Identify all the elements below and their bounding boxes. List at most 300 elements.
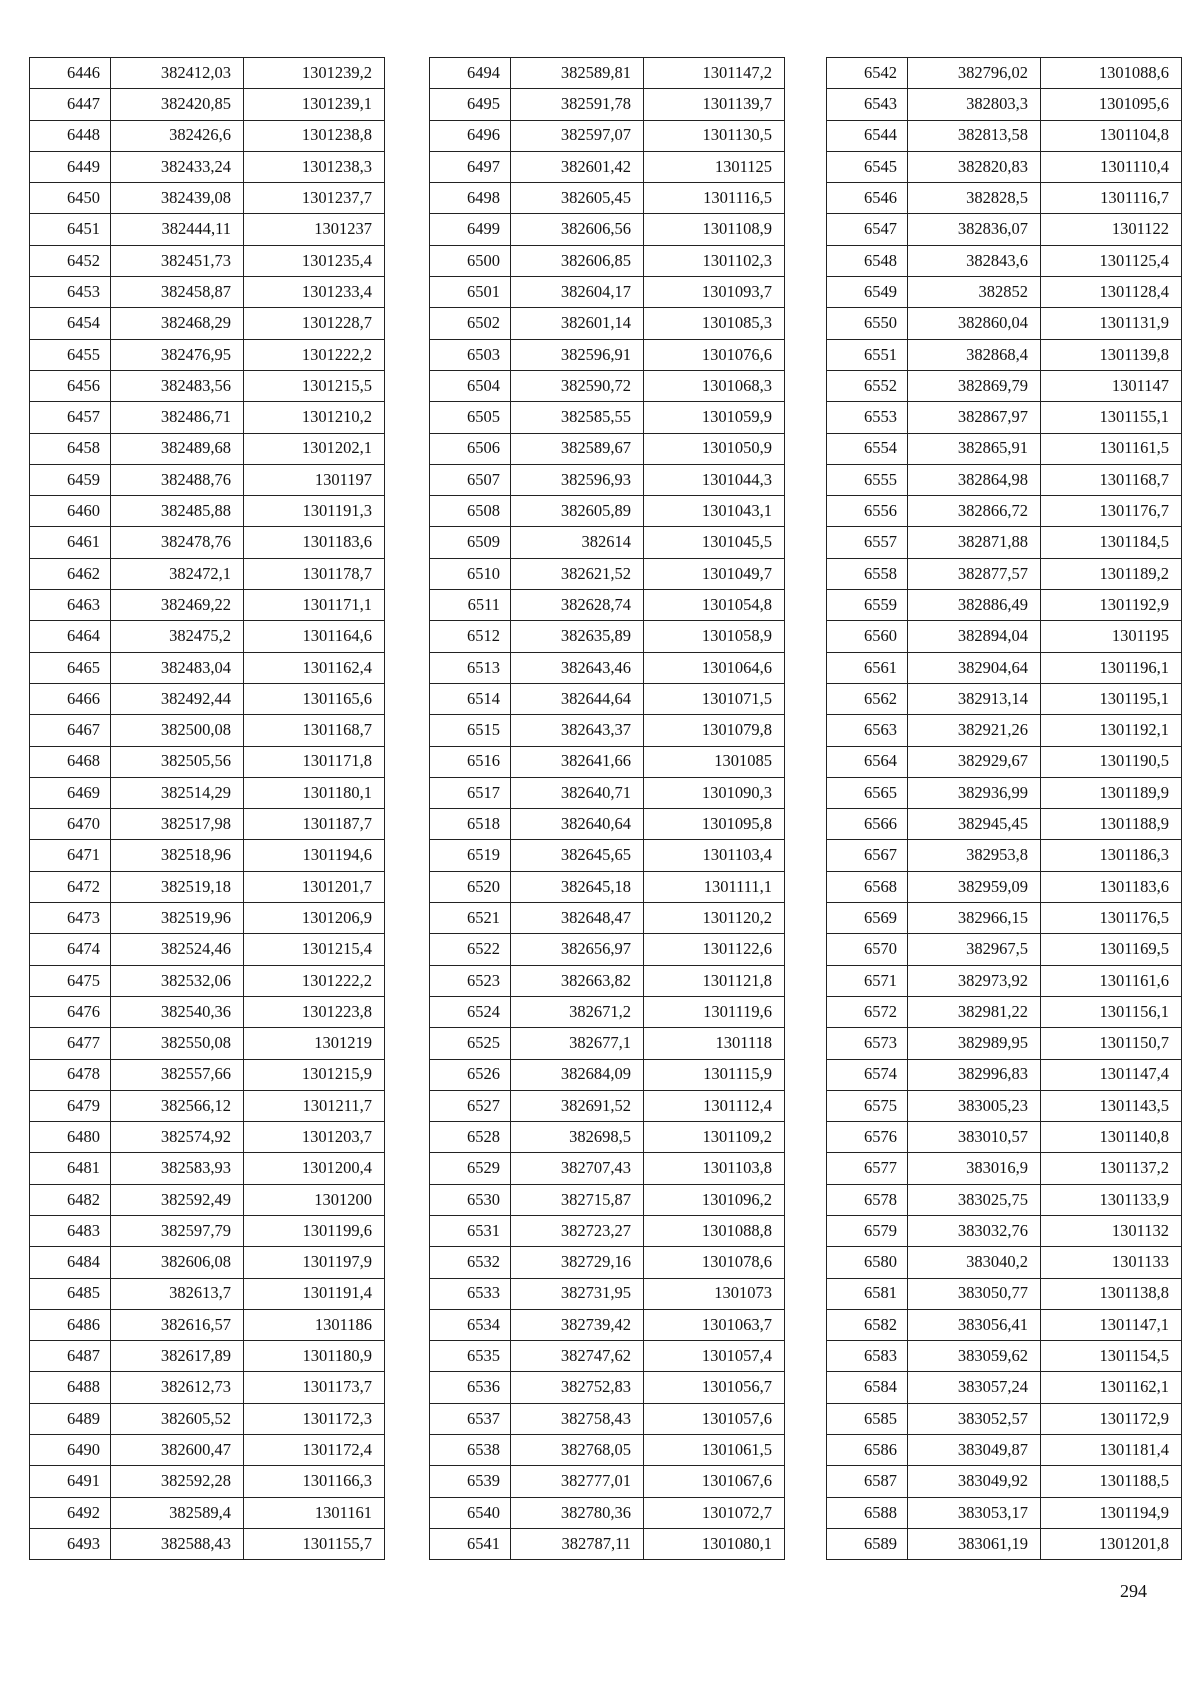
x-coordinate-cell: 382996,83 xyxy=(908,1059,1041,1090)
y-coordinate-cell: 1301183,6 xyxy=(244,527,385,558)
table-row xyxy=(30,746,385,777)
point-number-cell: 6534 xyxy=(430,1309,511,1340)
y-coordinate-cell: 1301197 xyxy=(244,464,385,495)
x-coordinate-cell: 382597,07 xyxy=(511,120,644,151)
y-coordinate-cell: 1301079,8 xyxy=(644,715,785,746)
point-number-cell: 6557 xyxy=(827,527,908,558)
table-row xyxy=(430,1278,785,1309)
y-coordinate-cell: 1301201,8 xyxy=(1041,1528,1182,1559)
y-coordinate-cell: 1301073 xyxy=(644,1278,785,1309)
y-coordinate-cell: 1301195,1 xyxy=(1041,683,1182,714)
x-coordinate-cell: 383049,87 xyxy=(908,1435,1041,1466)
table-row xyxy=(827,151,1182,182)
point-number-cell: 6523 xyxy=(430,965,511,996)
point-number-cell: 6466 xyxy=(30,683,111,714)
table-row xyxy=(30,871,385,902)
table-row xyxy=(30,1309,385,1340)
x-coordinate-cell: 382843,6 xyxy=(908,245,1041,276)
x-coordinate-cell: 382656,97 xyxy=(511,934,644,965)
y-coordinate-cell: 1301068,3 xyxy=(644,370,785,401)
point-number-cell: 6538 xyxy=(430,1435,511,1466)
y-coordinate-cell: 1301210,2 xyxy=(244,402,385,433)
table-row xyxy=(430,746,785,777)
coordinates-table-3 xyxy=(826,57,1182,1560)
y-coordinate-cell: 1301119,6 xyxy=(644,996,785,1027)
y-coordinate-cell: 1301143,5 xyxy=(1041,1090,1182,1121)
x-coordinate-cell: 382643,46 xyxy=(511,652,644,683)
point-number-cell: 6457 xyxy=(30,402,111,433)
x-coordinate-cell: 382505,56 xyxy=(111,746,244,777)
x-coordinate-cell: 382605,45 xyxy=(511,183,644,214)
x-coordinate-cell: 382589,67 xyxy=(511,433,644,464)
x-coordinate-cell: 383040,2 xyxy=(908,1247,1041,1278)
y-coordinate-cell: 1301194,6 xyxy=(244,840,385,871)
table-row xyxy=(430,683,785,714)
y-coordinate-cell: 1301191,3 xyxy=(244,496,385,527)
table-row xyxy=(30,1497,385,1528)
x-coordinate-cell: 382921,26 xyxy=(908,715,1041,746)
table-row xyxy=(30,903,385,934)
point-number-cell: 6513 xyxy=(430,652,511,683)
x-coordinate-cell: 382936,99 xyxy=(908,777,1041,808)
table-row xyxy=(30,527,385,558)
point-number-cell: 6569 xyxy=(827,903,908,934)
y-coordinate-cell: 1301109,2 xyxy=(644,1122,785,1153)
x-coordinate-cell: 383050,77 xyxy=(908,1278,1041,1309)
point-number-cell: 6553 xyxy=(827,402,908,433)
point-number-cell: 6516 xyxy=(430,746,511,777)
point-number-cell: 6481 xyxy=(30,1153,111,1184)
x-coordinate-cell: 382614 xyxy=(511,527,644,558)
x-coordinate-cell: 382852 xyxy=(908,277,1041,308)
table-row xyxy=(430,1028,785,1059)
table-row xyxy=(827,965,1182,996)
point-number-cell: 6547 xyxy=(827,214,908,245)
x-coordinate-cell: 382589,4 xyxy=(111,1497,244,1528)
y-coordinate-cell: 1301192,9 xyxy=(1041,590,1182,621)
y-coordinate-cell: 1301116,5 xyxy=(644,183,785,214)
table-row xyxy=(827,1028,1182,1059)
point-number-cell: 6484 xyxy=(30,1247,111,1278)
point-number-cell: 6472 xyxy=(30,871,111,902)
point-number-cell: 6504 xyxy=(430,370,511,401)
table-row xyxy=(430,871,785,902)
y-coordinate-cell: 1301211,7 xyxy=(244,1090,385,1121)
y-coordinate-cell: 1301093,7 xyxy=(644,277,785,308)
table-row xyxy=(827,402,1182,433)
y-coordinate-cell: 1301171,8 xyxy=(244,746,385,777)
y-coordinate-cell: 1301049,7 xyxy=(644,558,785,589)
y-coordinate-cell: 1301200 xyxy=(244,1184,385,1215)
table-row xyxy=(30,621,385,652)
point-number-cell: 6462 xyxy=(30,558,111,589)
point-number-cell: 6501 xyxy=(430,277,511,308)
y-coordinate-cell: 1301116,7 xyxy=(1041,183,1182,214)
x-coordinate-cell: 382596,91 xyxy=(511,339,644,370)
table-row xyxy=(430,590,785,621)
table-row xyxy=(827,1153,1182,1184)
y-coordinate-cell: 1301156,1 xyxy=(1041,996,1182,1027)
table-row xyxy=(430,903,785,934)
x-coordinate-cell: 382747,62 xyxy=(511,1341,644,1372)
x-coordinate-cell: 382787,11 xyxy=(511,1528,644,1559)
y-coordinate-cell: 1301161 xyxy=(244,1497,385,1528)
x-coordinate-cell: 382758,43 xyxy=(511,1403,644,1434)
table-row xyxy=(30,402,385,433)
table-row xyxy=(827,308,1182,339)
table-row xyxy=(827,183,1182,214)
table-row xyxy=(30,245,385,276)
x-coordinate-cell: 382715,87 xyxy=(511,1184,644,1215)
y-coordinate-cell: 1301176,7 xyxy=(1041,496,1182,527)
y-coordinate-cell: 1301165,6 xyxy=(244,683,385,714)
x-coordinate-cell: 382518,96 xyxy=(111,840,244,871)
y-coordinate-cell: 1301064,6 xyxy=(644,652,785,683)
x-coordinate-cell: 382519,18 xyxy=(111,871,244,902)
x-coordinate-cell: 382671,2 xyxy=(511,996,644,1027)
x-coordinate-cell: 382601,14 xyxy=(511,308,644,339)
x-coordinate-cell: 382444,11 xyxy=(111,214,244,245)
y-coordinate-cell: 1301222,2 xyxy=(244,339,385,370)
x-coordinate-cell: 382483,04 xyxy=(111,652,244,683)
y-coordinate-cell: 1301172,4 xyxy=(244,1435,385,1466)
x-coordinate-cell: 382813,58 xyxy=(908,120,1041,151)
table-row xyxy=(430,120,785,151)
y-coordinate-cell: 1301223,8 xyxy=(244,996,385,1027)
y-coordinate-cell: 1301196,1 xyxy=(1041,652,1182,683)
y-coordinate-cell: 1301133 xyxy=(1041,1247,1182,1278)
point-number-cell: 6565 xyxy=(827,777,908,808)
point-number-cell: 6519 xyxy=(430,840,511,871)
x-coordinate-cell: 382605,89 xyxy=(511,496,644,527)
table-row xyxy=(30,558,385,589)
point-number-cell: 6571 xyxy=(827,965,908,996)
x-coordinate-cell: 382989,95 xyxy=(908,1028,1041,1059)
table-row xyxy=(30,1059,385,1090)
point-number-cell: 6581 xyxy=(827,1278,908,1309)
x-coordinate-cell: 382451,73 xyxy=(111,245,244,276)
point-number-cell: 6508 xyxy=(430,496,511,527)
y-coordinate-cell: 1301147,2 xyxy=(644,58,785,89)
table-row xyxy=(430,1059,785,1090)
y-coordinate-cell: 1301190,5 xyxy=(1041,746,1182,777)
x-coordinate-cell: 382698,5 xyxy=(511,1122,644,1153)
point-number-cell: 6506 xyxy=(430,433,511,464)
table-row xyxy=(430,464,785,495)
point-number-cell: 6509 xyxy=(430,527,511,558)
y-coordinate-cell: 1301050,9 xyxy=(644,433,785,464)
x-coordinate-cell: 382820,83 xyxy=(908,151,1041,182)
table-row xyxy=(827,903,1182,934)
point-number-cell: 6494 xyxy=(430,58,511,89)
table-row xyxy=(430,621,785,652)
y-coordinate-cell: 1301171,1 xyxy=(244,590,385,621)
table-row xyxy=(430,89,785,120)
point-number-cell: 6576 xyxy=(827,1122,908,1153)
y-coordinate-cell: 1301147 xyxy=(1041,370,1182,401)
point-number-cell: 6490 xyxy=(30,1435,111,1466)
y-coordinate-cell: 1301164,6 xyxy=(244,621,385,652)
point-number-cell: 6487 xyxy=(30,1341,111,1372)
point-number-cell: 6530 xyxy=(430,1184,511,1215)
x-coordinate-cell: 382590,72 xyxy=(511,370,644,401)
point-number-cell: 6537 xyxy=(430,1403,511,1434)
table-row xyxy=(430,777,785,808)
y-coordinate-cell: 1301168,7 xyxy=(244,715,385,746)
y-coordinate-cell: 1301195 xyxy=(1041,621,1182,652)
coordinates-table-1 xyxy=(29,57,385,1560)
x-coordinate-cell: 382929,67 xyxy=(908,746,1041,777)
x-coordinate-cell: 382517,98 xyxy=(111,809,244,840)
x-coordinate-cell: 382606,85 xyxy=(511,245,644,276)
x-coordinate-cell: 383010,57 xyxy=(908,1122,1041,1153)
x-coordinate-cell: 382959,09 xyxy=(908,871,1041,902)
point-number-cell: 6463 xyxy=(30,590,111,621)
y-coordinate-cell: 1301138,8 xyxy=(1041,1278,1182,1309)
x-coordinate-cell: 383025,75 xyxy=(908,1184,1041,1215)
table-row xyxy=(30,1153,385,1184)
x-coordinate-cell: 383053,17 xyxy=(908,1497,1041,1528)
table-row xyxy=(827,746,1182,777)
point-number-cell: 6540 xyxy=(430,1497,511,1528)
y-coordinate-cell: 1301187,7 xyxy=(244,809,385,840)
point-number-cell: 6450 xyxy=(30,183,111,214)
x-coordinate-cell: 382601,42 xyxy=(511,151,644,182)
table-row xyxy=(827,1341,1182,1372)
table-row xyxy=(430,996,785,1027)
point-number-cell: 6515 xyxy=(430,715,511,746)
table-row xyxy=(430,1215,785,1246)
y-coordinate-cell: 1301161,6 xyxy=(1041,965,1182,996)
y-coordinate-cell: 1301169,5 xyxy=(1041,934,1182,965)
y-coordinate-cell: 1301115,9 xyxy=(644,1059,785,1090)
point-number-cell: 6586 xyxy=(827,1435,908,1466)
point-number-cell: 6488 xyxy=(30,1372,111,1403)
x-coordinate-cell: 382877,57 xyxy=(908,558,1041,589)
point-number-cell: 6465 xyxy=(30,652,111,683)
y-coordinate-cell: 1301166,3 xyxy=(244,1466,385,1497)
y-coordinate-cell: 1301172,3 xyxy=(244,1403,385,1434)
y-coordinate-cell: 1301067,6 xyxy=(644,1466,785,1497)
table-row xyxy=(827,1309,1182,1340)
y-coordinate-cell: 1301125,4 xyxy=(1041,245,1182,276)
y-coordinate-cell: 1301078,6 xyxy=(644,1247,785,1278)
y-coordinate-cell: 1301183,6 xyxy=(1041,871,1182,902)
x-coordinate-cell: 382723,27 xyxy=(511,1215,644,1246)
table-row xyxy=(30,464,385,495)
x-coordinate-cell: 382596,93 xyxy=(511,464,644,495)
x-coordinate-cell: 382796,02 xyxy=(908,58,1041,89)
point-number-cell: 6483 xyxy=(30,1215,111,1246)
table-row xyxy=(827,496,1182,527)
point-number-cell: 6558 xyxy=(827,558,908,589)
point-number-cell: 6589 xyxy=(827,1528,908,1559)
y-coordinate-cell: 1301161,5 xyxy=(1041,433,1182,464)
table-row xyxy=(30,58,385,89)
x-coordinate-cell: 382967,5 xyxy=(908,934,1041,965)
x-coordinate-cell: 382643,37 xyxy=(511,715,644,746)
point-number-cell: 6575 xyxy=(827,1090,908,1121)
point-number-cell: 6448 xyxy=(30,120,111,151)
point-number-cell: 6497 xyxy=(430,151,511,182)
y-coordinate-cell: 1301162,4 xyxy=(244,652,385,683)
x-coordinate-cell: 382644,64 xyxy=(511,683,644,714)
y-coordinate-cell: 1301222,2 xyxy=(244,965,385,996)
y-coordinate-cell: 1301200,4 xyxy=(244,1153,385,1184)
point-number-cell: 6584 xyxy=(827,1372,908,1403)
y-coordinate-cell: 1301197,9 xyxy=(244,1247,385,1278)
point-number-cell: 6492 xyxy=(30,1497,111,1528)
y-coordinate-cell: 1301194,9 xyxy=(1041,1497,1182,1528)
table-row xyxy=(827,809,1182,840)
table-row xyxy=(30,1278,385,1309)
table-row xyxy=(430,370,785,401)
table-body xyxy=(30,58,385,1560)
point-number-cell: 6475 xyxy=(30,965,111,996)
y-coordinate-cell: 1301237 xyxy=(244,214,385,245)
x-coordinate-cell: 382476,95 xyxy=(111,339,244,370)
point-number-cell: 6510 xyxy=(430,558,511,589)
table-row xyxy=(430,245,785,276)
y-coordinate-cell: 1301202,1 xyxy=(244,433,385,464)
x-coordinate-cell: 382606,08 xyxy=(111,1247,244,1278)
x-coordinate-cell: 382836,07 xyxy=(908,214,1041,245)
y-coordinate-cell: 1301233,4 xyxy=(244,277,385,308)
point-number-cell: 6572 xyxy=(827,996,908,1027)
y-coordinate-cell: 1301173,7 xyxy=(244,1372,385,1403)
x-coordinate-cell: 382566,12 xyxy=(111,1090,244,1121)
y-coordinate-cell: 1301132 xyxy=(1041,1215,1182,1246)
table-row xyxy=(430,1528,785,1559)
y-coordinate-cell: 1301044,3 xyxy=(644,464,785,495)
x-coordinate-cell: 382588,43 xyxy=(111,1528,244,1559)
y-coordinate-cell: 1301180,9 xyxy=(244,1341,385,1372)
point-number-cell: 6567 xyxy=(827,840,908,871)
point-number-cell: 6587 xyxy=(827,1466,908,1497)
y-coordinate-cell: 1301118 xyxy=(644,1028,785,1059)
x-coordinate-cell: 382613,7 xyxy=(111,1278,244,1309)
x-coordinate-cell: 383052,57 xyxy=(908,1403,1041,1434)
page-number: 294 xyxy=(1120,1581,1147,1601)
x-coordinate-cell: 383057,24 xyxy=(908,1372,1041,1403)
point-number-cell: 6476 xyxy=(30,996,111,1027)
point-number-cell: 6566 xyxy=(827,809,908,840)
y-coordinate-cell: 1301045,5 xyxy=(644,527,785,558)
y-coordinate-cell: 1301043,1 xyxy=(644,496,785,527)
x-coordinate-cell: 382768,05 xyxy=(511,1435,644,1466)
y-coordinate-cell: 1301085 xyxy=(644,746,785,777)
point-number-cell: 6527 xyxy=(430,1090,511,1121)
point-number-cell: 6573 xyxy=(827,1028,908,1059)
point-number-cell: 6563 xyxy=(827,715,908,746)
y-coordinate-cell: 1301137,2 xyxy=(1041,1153,1182,1184)
table-row xyxy=(827,715,1182,746)
point-number-cell: 6491 xyxy=(30,1466,111,1497)
point-number-cell: 6452 xyxy=(30,245,111,276)
table-row xyxy=(827,89,1182,120)
x-coordinate-cell: 382869,79 xyxy=(908,370,1041,401)
y-coordinate-cell: 1301186 xyxy=(244,1309,385,1340)
point-number-cell: 6474 xyxy=(30,934,111,965)
x-coordinate-cell: 382485,88 xyxy=(111,496,244,527)
x-coordinate-cell: 382973,92 xyxy=(908,965,1041,996)
x-coordinate-cell: 382557,66 xyxy=(111,1059,244,1090)
point-number-cell: 6453 xyxy=(30,277,111,308)
point-number-cell: 6486 xyxy=(30,1309,111,1340)
x-coordinate-cell: 382469,22 xyxy=(111,590,244,621)
table-row xyxy=(430,1372,785,1403)
x-coordinate-cell: 382803,3 xyxy=(908,89,1041,120)
table-row xyxy=(827,464,1182,495)
point-number-cell: 6556 xyxy=(827,496,908,527)
y-coordinate-cell: 1301147,4 xyxy=(1041,1059,1182,1090)
y-coordinate-cell: 1301150,7 xyxy=(1041,1028,1182,1059)
table-row xyxy=(430,433,785,464)
table-row xyxy=(30,934,385,965)
y-coordinate-cell: 1301110,4 xyxy=(1041,151,1182,182)
table-row xyxy=(30,1403,385,1434)
x-coordinate-cell: 382592,28 xyxy=(111,1466,244,1497)
y-coordinate-cell: 1301072,7 xyxy=(644,1497,785,1528)
table-row xyxy=(827,1122,1182,1153)
x-coordinate-cell: 382640,64 xyxy=(511,809,644,840)
x-coordinate-cell: 382433,24 xyxy=(111,151,244,182)
y-coordinate-cell: 1301080,1 xyxy=(644,1528,785,1559)
table-row xyxy=(827,840,1182,871)
x-coordinate-cell: 382589,81 xyxy=(511,58,644,89)
x-coordinate-cell: 382663,82 xyxy=(511,965,644,996)
table-row xyxy=(430,1122,785,1153)
x-coordinate-cell: 382684,09 xyxy=(511,1059,644,1090)
y-coordinate-cell: 1301112,4 xyxy=(644,1090,785,1121)
x-coordinate-cell: 382729,16 xyxy=(511,1247,644,1278)
table-row xyxy=(30,89,385,120)
point-number-cell: 6460 xyxy=(30,496,111,527)
x-coordinate-cell: 382458,87 xyxy=(111,277,244,308)
point-number-cell: 6467 xyxy=(30,715,111,746)
point-number-cell: 6548 xyxy=(827,245,908,276)
y-coordinate-cell: 1301140,8 xyxy=(1041,1122,1182,1153)
table-row xyxy=(827,621,1182,652)
point-number-cell: 6562 xyxy=(827,683,908,714)
x-coordinate-cell: 382519,96 xyxy=(111,903,244,934)
y-coordinate-cell: 1301056,7 xyxy=(644,1372,785,1403)
coordinates-table-2 xyxy=(429,57,785,1560)
x-coordinate-cell: 382604,17 xyxy=(511,277,644,308)
x-coordinate-cell: 382475,2 xyxy=(111,621,244,652)
x-coordinate-cell: 382574,92 xyxy=(111,1122,244,1153)
x-coordinate-cell: 382420,85 xyxy=(111,89,244,120)
point-number-cell: 6517 xyxy=(430,777,511,808)
point-number-cell: 6502 xyxy=(430,308,511,339)
y-coordinate-cell: 1301125 xyxy=(644,151,785,182)
y-coordinate-cell: 1301188,9 xyxy=(1041,809,1182,840)
y-coordinate-cell: 1301184,5 xyxy=(1041,527,1182,558)
x-coordinate-cell: 382866,72 xyxy=(908,496,1041,527)
table-row xyxy=(827,1215,1182,1246)
y-coordinate-cell: 1301059,9 xyxy=(644,402,785,433)
y-coordinate-cell: 1301122,6 xyxy=(644,934,785,965)
point-number-cell: 6578 xyxy=(827,1184,908,1215)
table-row xyxy=(430,1153,785,1184)
y-coordinate-cell: 1301155,7 xyxy=(244,1528,385,1559)
x-coordinate-cell: 382514,29 xyxy=(111,777,244,808)
table-row xyxy=(30,996,385,1027)
table-row xyxy=(30,1466,385,1497)
table-row xyxy=(30,965,385,996)
table-row xyxy=(30,1215,385,1246)
table-row xyxy=(827,527,1182,558)
